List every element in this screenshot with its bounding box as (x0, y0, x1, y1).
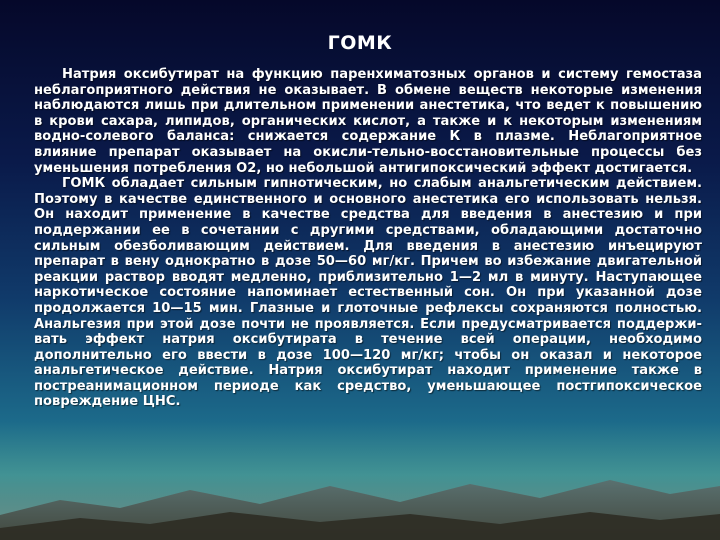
paragraph-1: Натрия оксибутират на функцию паренхиматозных органов и систему гемостаза неблагоприятного действия не оказывает. В обмене веществ некоторые изменения наблюдаются лишь при длительном применении анестетика, что ведет к повышению в крови сахара, липидов, органических кислот, а также и к некоторым изменениям водно-солевого баланса: снижается содержание К в плазме. Неблагоприятное влияние препарат оказывает на окисли-тельно-восстановительные процессы без уменьшения потребления О2, но небольшой антигипоксический эффект достигается. (34, 67, 702, 176)
paragraph-2: ГОМК обладает сильным гипнотическим, но слабым анальгетическим действием. Поэтому в качестве единственного и основного анестетика его использовать нельзя. Он находит применение в качестве средства для введения в анестезию и при поддержании ее в сочетании с другими средствами, обладающими достаточно сильным обезболивающим действием. Для введения в анестезию инъецируют препарат в вену однократно в дозе 50—60 мг/кг. Причем во избежание двигательной реакции раствор вводят медленно, приблизительно 1—2 мл в минуту. Наступающее наркотическое состояние напоминает естественный сон. Он при указанной дозе продолжается 10—15 мин. Глазные и глоточные рефлексы сохраняются полностью. Анальгезия при этой дозе почти не проявляется. Если предусматривается поддержи-вать эффект натрия оксибутирата в течение всей операции, необходимо дополнительно его ввести в дозе 100—120 мг/кг; чтобы он оказал и некоторое анальгетическое действие. Натрия оксибутират находит применение также в постреанимационном периоде как средство, уменьшающее постгипоксическое повреждение ЦНС. (34, 176, 702, 410)
slide-body (34, 67, 702, 410)
mountain-background (0, 420, 720, 540)
slide-title: ГОМК (327, 32, 393, 54)
